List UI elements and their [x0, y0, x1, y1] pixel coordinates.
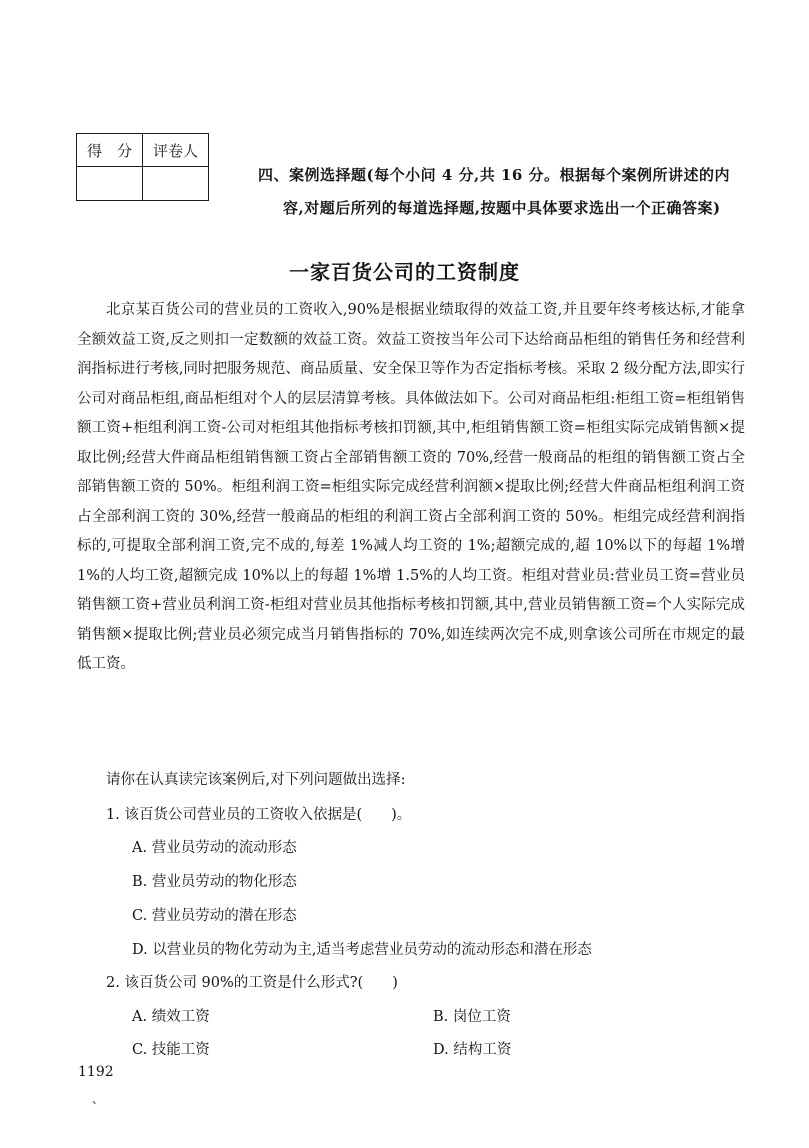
- score-table-entry-row: [77, 167, 209, 201]
- question-2: 2. 该百货公司 90%的工资是什么形式?( ): [106, 975, 398, 991]
- question-2-option-c: C. 技能工资: [132, 1042, 210, 1058]
- section-heading-lead: 四、案例选择题(每个小问 4 分,共 16 分。根据每个案例所讲述的内: [258, 166, 731, 184]
- question-2-option-a: A. 绩效工资: [132, 1009, 210, 1025]
- footer-mark: 、: [92, 1092, 105, 1106]
- score-label: 得 分: [77, 134, 143, 167]
- question-1-option-a: A. 营业员劳动的流动形态: [132, 840, 297, 856]
- grader-entry-cell: [143, 167, 209, 201]
- page-number: 1192: [78, 1064, 114, 1080]
- section-heading: [258, 159, 758, 225]
- section-heading-rest: 容,对题后所列的每道选择题,按题中具体要求选出一个正确答案): [283, 199, 721, 217]
- question-1-option-d: D. 以营业员的物化劳动为主,适当考虑营业员劳动的流动形态和潜在形态: [132, 942, 592, 958]
- instruction-text: 请你在认真读完该案例后,对下列问题做出选择:: [106, 772, 406, 788]
- question-1-option-c: C. 营业员劳动的潜在形态: [132, 908, 297, 924]
- question-2-option-b: B. 岗位工资: [433, 1009, 511, 1025]
- score-entry-cell: [77, 167, 143, 201]
- question-2-option-d: D. 结构工资: [433, 1042, 512, 1058]
- case-body: 北京某百货公司的营业员的工资收入,90%是根据业绩取得的效益工资,并且要年终考核达标,才能拿全额效益工资,反之则扣一定数额的效益工资。效益工资按当年公司下达给商品柜组的销售任务和经营利润指标进行考核,同时把服务规范、商品质量、安全保卫等作为否定指标考核。采取 2 级分配方法,即实行公司对商品柜组,商品柜组对个人的层层清算考核。具体做法如下。公司对商品柜组:柜组工资=柜组销售额工资+柜组利润工资-公司对柜组其他指标考核扣罚额,其中,柜组销售额工资=柜组实际完成销售额×提取比例;经营大件商品柜组销售额工资占全部销售额工资的 70%,经营一般商品的柜组的销售额工资占全部销售额工资的 50%。柜组利润工资=柜组实际完成经营利润额×提取比例;经营大件商品柜组利润工资占全部利润工资的 30%,经营一般商品的柜组的利润工资占全部利润工资的 50%。柜组完成经营利润指标的,可提取全部利润工资,完不成的,每差 1%减人均工资的 1%;超额完成的,超 10%以下的每超 1%增 1%的人均工资,超额完成 10%以上的每超 1%增 1.5%的人均工资。柜组对营业员:营业员工资=营业员销售额工资+营业员利润工资-柜组对营业员其他指标考核扣罚额,其中,营业员销售额工资=个人实际完成销售额×提取比例;营业员必须完成当月销售指标的 70%,如连续两次完不成,则拿该公司所在市规定的最低工资。: [77, 302, 745, 672]
- case-title: 一家百货公司的工资制度: [289, 260, 520, 284]
- score-table: [76, 133, 209, 201]
- grader-label: 评卷人: [143, 134, 209, 167]
- score-table-header: [77, 134, 209, 167]
- question-1: 1. 该百货公司营业员的工资收入依据是( )。: [106, 807, 412, 823]
- question-1-option-b: B. 营业员劳动的物化形态: [132, 874, 297, 890]
